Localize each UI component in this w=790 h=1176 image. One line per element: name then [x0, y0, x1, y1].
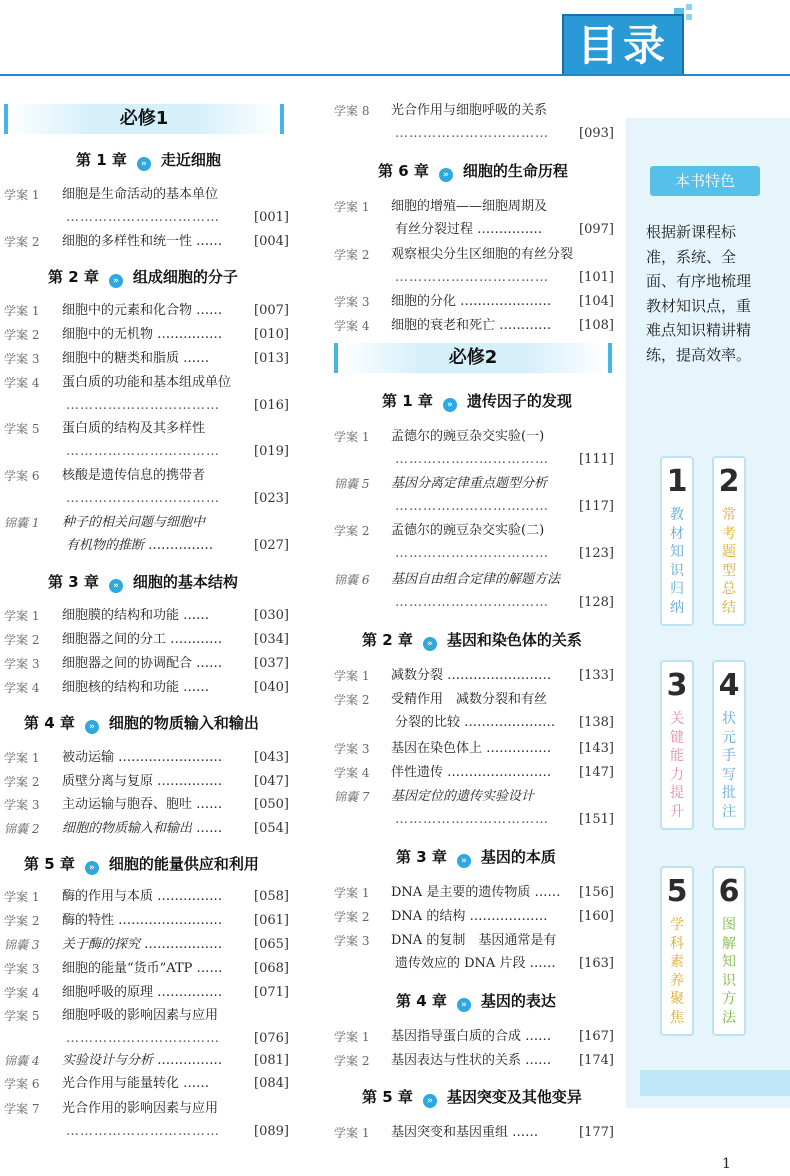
chapter-title: 遗传因子的发现	[466, 392, 572, 410]
entry-label: 学案 2	[4, 633, 40, 647]
chapter-heading[interactable]	[396, 991, 556, 1012]
entry-title: DNA 的结构 ………………	[391, 909, 548, 924]
entry-label: 学案 2	[334, 910, 370, 924]
feature-card-number: 5	[666, 874, 688, 909]
chevron-icon: »	[85, 720, 99, 734]
decor-square	[686, 4, 692, 10]
feature-card-text: 学科素养聚焦	[670, 917, 684, 1026]
entry-label: 学案 6	[4, 469, 40, 483]
entry-label: 学案 2	[334, 248, 370, 262]
sidebar-footer-band	[640, 1070, 790, 1096]
entry-label: 学案 3	[334, 742, 370, 756]
leader-dots: ……………………………	[395, 499, 549, 514]
chapter-heading[interactable]	[396, 847, 556, 868]
entry-label: 学案 2	[334, 524, 370, 538]
entry-title: 细胞中的元素和化合物 ……	[62, 303, 223, 318]
entry-title: 减数分裂 ……………………	[391, 668, 552, 683]
entry-title: 主动运输与胞吞、胞吐 ……	[62, 797, 223, 812]
entry-title: 细胞的增殖——细胞周期及	[391, 199, 548, 214]
features-tab: 本书特色	[650, 166, 760, 196]
chapter-heading[interactable]	[382, 391, 572, 412]
page-number-ref: [138]	[579, 715, 614, 730]
leader-dots: ……………………………	[66, 210, 220, 225]
entry-title: 观察根尖分生区细胞的有丝分裂	[391, 247, 574, 262]
chapter-number: 第 4 章	[396, 992, 447, 1010]
entry-title: 酶的作用与本质 ……………	[62, 889, 223, 904]
page-number-ref: [151]	[579, 812, 614, 827]
entry-label: 学案 4	[334, 319, 370, 333]
book-title: 必修1	[4, 104, 284, 134]
entry-title: 蛋白质的结构及其多样性	[62, 421, 206, 436]
entry-label: 锦囊 7	[334, 790, 370, 804]
chevron-icon: »	[109, 579, 123, 593]
feature-card	[712, 660, 746, 830]
entry-label: 学案 3	[4, 798, 40, 812]
chapter-number: 第 5 章	[362, 1088, 413, 1106]
chapter-heading[interactable]	[378, 161, 568, 182]
entry-label: 学案 1	[334, 1030, 370, 1044]
entry-title: 细胞是生命活动的基本单位	[62, 187, 219, 202]
page-number-ref: [174]	[579, 1053, 614, 1068]
features-description: 根据新课程标准，系统、全面、有序地梳理教材知识点，重难点知识精讲精练，提高效率。	[646, 223, 752, 364]
entry-title: 细胞中的糖类和脂质 ……	[62, 351, 210, 366]
entry-label: 学案 7	[4, 1102, 40, 1116]
entry-label: 学案 2	[4, 235, 40, 249]
feature-card	[660, 660, 694, 830]
entry-label: 学案 5	[4, 422, 40, 436]
entry-label: 学案 1	[334, 886, 370, 900]
entry-title: DNA 的复制 基因通常是有	[391, 933, 557, 948]
chapter-title: 基因的本质	[480, 848, 556, 866]
page-number-ref: [019]	[254, 444, 289, 459]
entry-label: 学案 4	[334, 766, 370, 780]
entry-title: 酶的特性 ……………………	[62, 913, 223, 928]
chapter-number: 第 2 章	[48, 268, 99, 286]
page-number-ref: [061]	[254, 913, 289, 928]
feature-card-text: 常考题型总结	[722, 507, 736, 616]
page-number-ref: [058]	[254, 889, 289, 904]
entry-title: 基因指导蛋白质的合成 ……	[391, 1029, 552, 1044]
page-number-ref: [047]	[254, 774, 289, 789]
leader-dots: ……………………………	[66, 444, 220, 459]
chevron-icon: »	[457, 854, 471, 868]
entry-label: 学案 3	[4, 352, 40, 366]
entry-title: 受精作用 减数分裂和有丝	[391, 692, 548, 707]
chapter-title: 细胞的物质输入和输出	[108, 714, 259, 732]
page-number-ref: [050]	[254, 797, 289, 812]
entry-title: 细胞器之间的分工 …………	[62, 632, 223, 647]
leader-dots: ……………………………	[66, 1031, 220, 1046]
entry-title: 质壁分离与复原 ……………	[62, 774, 223, 789]
feature-card-number: 4	[718, 668, 740, 703]
leader-dots: ……………………………	[66, 491, 220, 506]
entry-label: 学案 1	[4, 890, 40, 904]
feature-card-text: 关键能力提升	[670, 711, 684, 820]
entry-label: 锦囊 5	[334, 477, 370, 491]
entry-title: DNA 是主要的遗传物质 ……	[391, 885, 561, 900]
entry-label: 学案 2	[334, 693, 370, 707]
entry-title: 关于酶的探究 ………………	[62, 937, 223, 952]
entry-label: 学案 2	[334, 1054, 370, 1068]
chevron-icon: »	[85, 861, 99, 875]
entry-label: 学案 4	[4, 681, 40, 695]
entry-label: 学案 2	[4, 914, 40, 928]
entry-title: 核酸是遗传信息的携带者	[62, 468, 206, 483]
page-number-ref: [147]	[579, 765, 614, 780]
chevron-icon: »	[423, 1094, 437, 1108]
entry-label: 学案 6	[4, 1077, 40, 1091]
page-number-ref: [068]	[254, 961, 289, 976]
entry-label: 学案 3	[334, 934, 370, 948]
chapter-heading[interactable]	[76, 150, 221, 171]
entry-title: 细胞的能量“货币”ATP ……	[62, 961, 223, 976]
feature-card-text: 教材知识归纳	[670, 507, 684, 616]
page-number-ref: [023]	[254, 491, 289, 506]
page-number-ref: [117]	[579, 499, 614, 514]
page-title: 目录	[562, 14, 684, 74]
entry-label: 学案 4	[4, 986, 40, 1000]
page-number-ref: [163]	[579, 956, 614, 971]
chapter-title: 基因突变及其他变异	[446, 1088, 582, 1106]
page-number-ref: [010]	[254, 327, 289, 342]
leader-dots: ……………………………	[395, 595, 549, 610]
entry-title: 基因自由组合定律的解题方法	[391, 572, 561, 587]
page-number-ref: [160]	[579, 909, 614, 924]
entry-title: 基因表达与性状的关系 ……	[391, 1053, 552, 1068]
entry-title: 伴性遗传 ……………………	[391, 765, 552, 780]
leader-dots: ……………………………	[395, 126, 549, 141]
page-number-ref: [004]	[254, 234, 289, 249]
entry-title: 基因突变和基因重组 ……	[391, 1125, 539, 1140]
entry-title: 细胞呼吸的影响因素与应用	[62, 1008, 219, 1023]
feature-card-text: 状元手写批注	[722, 711, 736, 820]
leader-dots: ……………………………	[66, 398, 220, 413]
chapter-heading[interactable]	[24, 854, 259, 875]
entry-label: 学案 1	[334, 1126, 370, 1140]
entry-title-continued: 有机物的推断 ……………	[66, 538, 214, 553]
feature-card	[712, 456, 746, 626]
leader-dots: ……………………………	[395, 546, 549, 561]
entry-label: 锦囊 1	[4, 516, 40, 530]
leader-dots: ……………………………	[66, 1124, 220, 1139]
entry-label: 学案 5	[4, 1009, 40, 1023]
page-number-ref: [040]	[254, 680, 289, 695]
entry-label: 学案 3	[4, 657, 40, 671]
page-number-ref: [043]	[254, 750, 289, 765]
page-number-ref: [001]	[254, 210, 289, 225]
entry-label: 学案 1	[334, 200, 370, 214]
chapter-heading[interactable]	[362, 630, 582, 651]
entry-label: 锦囊 3	[4, 938, 40, 952]
chevron-icon: »	[439, 168, 453, 182]
entry-title-continued: 分裂的比较 …………………	[395, 715, 556, 730]
page-number-ref: [111]	[579, 452, 614, 467]
entry-title: 实验设计与分析 ……………	[62, 1053, 223, 1068]
page-number-ref: [030]	[254, 608, 289, 623]
chapter-title: 细胞的能量供应和利用	[108, 855, 259, 873]
entry-label: 学案 8	[334, 104, 370, 118]
chapter-heading[interactable]	[362, 1087, 582, 1108]
feature-card	[660, 456, 694, 626]
page-number-ref: [054]	[254, 821, 289, 836]
page-number-ref: [027]	[254, 538, 289, 553]
chapter-title: 基因的表达	[480, 992, 556, 1010]
chevron-icon: »	[423, 637, 437, 651]
chapter-title: 组成细胞的分子	[132, 268, 238, 286]
chapter-number: 第 5 章	[24, 855, 75, 873]
entry-title: 细胞膜的结构和功能 ……	[62, 608, 210, 623]
page-number-ref: [167]	[579, 1029, 614, 1044]
chapter-number: 第 1 章	[382, 392, 433, 410]
entry-label: 学案 1	[4, 188, 40, 202]
leader-dots: ……………………………	[395, 452, 549, 467]
feature-card	[660, 866, 694, 1036]
entry-title: 细胞呼吸的原理 ……………	[62, 985, 223, 1000]
page-number: 1	[722, 1156, 731, 1172]
entry-label: 学案 4	[4, 376, 40, 390]
page-number-ref: [093]	[579, 126, 614, 141]
decor-square	[686, 14, 692, 20]
header-rule	[0, 74, 790, 76]
chapter-title: 基因和染色体的关系	[446, 631, 582, 649]
chapter-number: 第 6 章	[378, 162, 429, 180]
feature-card-number: 2	[718, 464, 740, 499]
chevron-icon: »	[109, 274, 123, 288]
entry-label: 学案 1	[4, 751, 40, 765]
chapter-heading[interactable]	[48, 572, 238, 593]
entry-title: 被动运输 ……………………	[62, 750, 223, 765]
entry-label: 锦囊 4	[4, 1054, 40, 1068]
page-number-ref: [177]	[579, 1125, 614, 1140]
page-number-ref: [013]	[254, 351, 289, 366]
entry-title: 光合作用与能量转化 ……	[62, 1076, 210, 1091]
chevron-icon: »	[137, 157, 151, 171]
chapter-number: 第 2 章	[362, 631, 413, 649]
page-number-ref: [037]	[254, 656, 289, 671]
entry-title: 基因定位的遗传实验设计	[391, 789, 535, 804]
entry-label: 学案 2	[4, 328, 40, 342]
leader-dots: ……………………………	[395, 270, 549, 285]
chapter-number: 第 4 章	[24, 714, 75, 732]
feature-card-number: 3	[666, 668, 688, 703]
entry-title: 基因在染色体上 ……………	[391, 741, 552, 756]
entry-label: 学案 1	[334, 669, 370, 683]
entry-title: 细胞的多样性和统一性 ……	[62, 234, 223, 249]
entry-title-continued: 有丝分裂过程 ……………	[395, 222, 543, 237]
entry-title: 孟德尔的豌豆杂交实验(一)	[391, 429, 545, 444]
entry-title: 细胞的物质输入和输出 ……	[62, 821, 223, 836]
page-number-ref: [097]	[579, 222, 614, 237]
entry-label: 学案 2	[4, 775, 40, 789]
leader-dots: ……………………………	[395, 812, 549, 827]
entry-title: 光合作用的影响因素与应用	[62, 1101, 219, 1116]
page-number-ref: [143]	[579, 741, 614, 756]
entry-title-continued: 遗传效应的 DNA 片段 ……	[395, 956, 556, 971]
page-number-ref: [108]	[579, 318, 614, 333]
chapter-title: 走近细胞	[160, 151, 221, 169]
chapter-title: 细胞的基本结构	[132, 573, 238, 591]
page-number-ref: [034]	[254, 632, 289, 647]
entry-title: 细胞的衰老和死亡 …………	[391, 318, 552, 333]
entry-label: 学案 3	[334, 295, 370, 309]
entry-label: 锦囊 6	[334, 573, 370, 587]
page-number-ref: [084]	[254, 1076, 289, 1091]
entry-title: 孟德尔的豌豆杂交实验(二)	[391, 523, 545, 538]
feature-card	[712, 866, 746, 1036]
page-number-ref: [016]	[254, 398, 289, 413]
chapter-heading[interactable]	[48, 267, 238, 288]
page-number-ref: [089]	[254, 1124, 289, 1139]
page-number-ref: [081]	[254, 1053, 289, 1068]
chapter-heading[interactable]	[24, 713, 259, 734]
feature-card-text: 图解知识方法	[722, 917, 736, 1026]
page-number-ref: [104]	[579, 294, 614, 309]
feature-card-number: 1	[666, 464, 688, 499]
chapter-title: 细胞的生命历程	[462, 162, 568, 180]
chevron-icon: »	[443, 398, 457, 412]
entry-title: 光合作用与细胞呼吸的关系	[391, 103, 548, 118]
page-number-ref: [133]	[579, 668, 614, 683]
entry-title: 细胞器之间的协调配合 ……	[62, 656, 223, 671]
entry-title: 蛋白质的功能和基本组成单位	[62, 375, 232, 390]
entry-label: 锦囊 2	[4, 822, 40, 836]
page-number-ref: [123]	[579, 546, 614, 561]
chapter-number: 第 3 章	[396, 848, 447, 866]
chevron-icon: »	[457, 998, 471, 1012]
page-number-ref: [128]	[579, 595, 614, 610]
page-number-ref: [156]	[579, 885, 614, 900]
entry-label: 学案 3	[4, 962, 40, 976]
entry-title: 细胞中的无机物 ……………	[62, 327, 223, 342]
entry-title: 细胞核的结构和功能 ……	[62, 680, 210, 695]
entry-title: 细胞的分化 …………………	[391, 294, 552, 309]
page-number-ref: [007]	[254, 303, 289, 318]
entry-label: 学案 1	[334, 430, 370, 444]
entry-title: 基因分离定律重点题型分析	[391, 476, 548, 491]
page-number-ref: [065]	[254, 937, 289, 952]
feature-card-number: 6	[718, 874, 740, 909]
chapter-number: 第 1 章	[76, 151, 127, 169]
page-number-ref: [076]	[254, 1031, 289, 1046]
entry-title: 种子的相关问题与细胞中	[62, 515, 206, 530]
chapter-number: 第 3 章	[48, 573, 99, 591]
entry-label: 学案 1	[4, 304, 40, 318]
entry-label: 学案 1	[4, 609, 40, 623]
page-number-ref: [101]	[579, 270, 614, 285]
book-title: 必修2	[334, 343, 612, 373]
page-number-ref: [071]	[254, 985, 289, 1000]
